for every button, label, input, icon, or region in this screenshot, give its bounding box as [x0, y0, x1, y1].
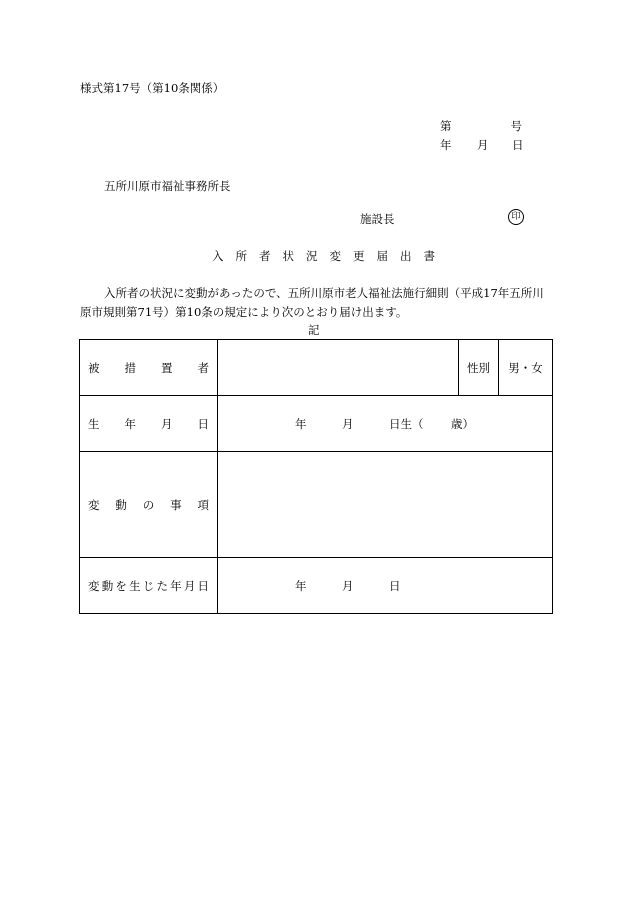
label-birth: 生 年 月 日: [80, 396, 218, 452]
seal-mark: 印: [508, 209, 524, 225]
person-name-field[interactable]: [218, 340, 459, 396]
form-table: [79, 339, 553, 614]
addressee: 五所川原市福祉事務所長: [104, 179, 231, 193]
number-prefix: 第: [440, 119, 452, 133]
form-code: 様式第17号（第10条関係）: [80, 81, 225, 95]
date-month: 月: [477, 138, 489, 152]
sex-field[interactable]: 男・女: [499, 340, 553, 396]
birth-age: 歳）: [451, 416, 474, 431]
row-change: [80, 452, 553, 558]
sex-label: 性別: [459, 340, 499, 396]
label-change: 変 動 の 事 項: [80, 452, 218, 558]
change-date-field[interactable]: [218, 558, 553, 614]
sender-title: 施設長: [360, 212, 395, 226]
date-year: 年: [440, 138, 452, 152]
birth-day: 日生（: [389, 416, 424, 431]
change-month: 月: [342, 578, 354, 593]
row-birth: [80, 396, 553, 452]
birth-month: 月: [342, 416, 354, 431]
label-person: 被 措 置 者: [80, 340, 218, 396]
ki-marker: 記: [308, 323, 320, 337]
date-day: 日: [512, 138, 524, 152]
row-person: [80, 340, 553, 396]
change-details-field[interactable]: [218, 452, 553, 558]
number-suffix: 号: [510, 119, 522, 133]
body-text: 入所者の状況に変動があったので、五所川原市老人福祉法施行細則（平成17年五所川原市規則第71号）第10条の規定により次のとおり届け出ます。: [80, 286, 544, 319]
document-number: [440, 118, 522, 134]
document-title: 入所者状況変更届出書: [212, 249, 447, 263]
birth-year: 年: [295, 416, 307, 431]
birth-date-field[interactable]: [218, 396, 553, 452]
change-year: 年: [295, 578, 307, 593]
change-day: 日: [389, 578, 401, 593]
row-change-date: [80, 558, 553, 614]
label-change-date: 変 動 を 生 じ た 年 月 日: [80, 558, 218, 614]
